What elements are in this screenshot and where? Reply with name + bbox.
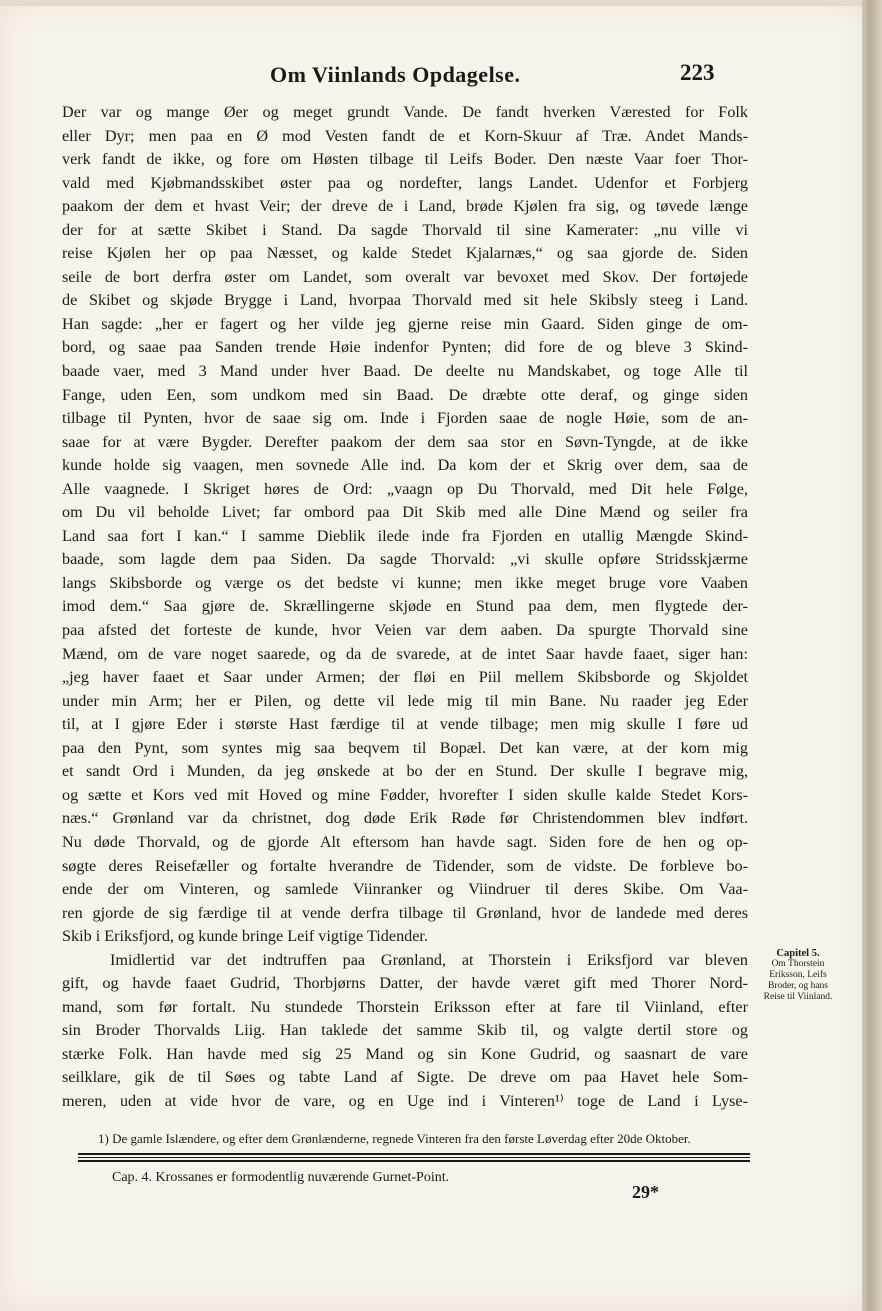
text-line: paakom der dem et hvast Veir; der dreve de i Land, brøde Kjølen fra sig, og tøvede længe <box>62 197 748 216</box>
text-line: søgte deres Reisefæller og fortalte hverandre de Tidender, som de vidste. De forbleve bo- <box>62 856 748 875</box>
text-line: Land saa fort I kan.“ I samme Dieblik ilede inde fra Fjorden en utallig Mængde Skind- <box>62 526 748 545</box>
page-number: 223 <box>680 60 715 85</box>
text-line: de Skibet og skjøde Brygge i Land, hvorpaa Thorvald med sit hele Skibsly steeg i Land. <box>62 291 748 310</box>
margin-note <box>758 948 838 1003</box>
text-line: stærke Folk. Han havde med sig 25 Mand og sin Kone Gudrid, og saasnart de vare <box>62 1044 748 1063</box>
text-line: der for at sætte Skibet i Stand. Da sagde Thorvald til sine Kamerater: „nu ville vi <box>62 220 748 239</box>
divider-rule <box>78 1153 750 1155</box>
divider-rule <box>78 1157 750 1158</box>
text-line: seilklare, gik de til Søes og tabte Land af Sigte. De dreve om paa Havet hele Som- <box>62 1068 748 1087</box>
page-right-edge <box>862 0 882 1311</box>
text-line: gift, og havde faaet Gudrid, Thorbjørns Datter, der havde været gift med Thorer Nord- <box>62 974 748 993</box>
text-line: Imidlertid var det indtruffen paa Grønland, at Thorstein i Eriksfjord var bleven <box>110 950 748 969</box>
text-line: Han sagde: „her er fagert og her vilde jeg gjerne reise min Gaard. Siden ginge de om- <box>62 314 748 333</box>
page-top-edge <box>0 0 866 6</box>
text-line: Alle vaagnede. I Skriget høres de Ord: „vaagn op Du Thorvald, med Dit hele Følge, <box>62 479 748 498</box>
margin-note-heading: Capitel 5. <box>776 948 820 959</box>
text-line: Mænd, om de vare noget saarede, og da de svarede, at de intet Saar havde faaet, siger han: <box>62 644 748 663</box>
signature-mark: 29* <box>632 1182 659 1202</box>
text-line: et sandt Ord i Munden, da jeg ønskede at bo der en Stund. Der skulle I begrave mig, <box>62 762 748 781</box>
text-line: eller Dyr; men paa en Ø mod Vesten fandt de et Korn-Skuur af Træ. Andet Mands- <box>62 126 748 145</box>
text-line: Nu døde Thorvald, og de gjorde Alt eftersom han havde sagt. Siden fore de hen og op- <box>62 832 748 851</box>
text-line: om Du vil beholde Livet; far ombord paa Dit Skib med alle Dine Mænd og seiler fra <box>62 503 748 522</box>
body-text <box>62 101 748 1114</box>
text-line: til, at I gjøre Eder i største Hast færdige til at vende tilbage; men mig skulle I føre ud <box>62 715 748 734</box>
text-line: reise Kjølen her op paa Næsset, og kalde Stedet Kjalarnæs,“ og saa gjorde de. Siden <box>62 244 748 263</box>
text-line: kunde holde sig vaagen, men sovnede Alle ind. Da kom der et Skrig over dem, saa de <box>62 456 748 475</box>
text-line: „jeg haver faaet et Saar under Armen; der fløi en Piil mellem Skibsborde og Skjoldet <box>62 668 748 687</box>
text-line: baade, som lagde dem paa Siden. Da sagde Thorvald: „vi skulle opføre Stridsskjærme <box>62 550 748 569</box>
text-line: baade vaer, med 3 Mand under hver Baad. De deelte nu Mandskabet, og toge Alle til <box>62 362 748 381</box>
text-line: Fange, uden Een, som undkom med sin Baad. De dræbte otte deraf, og ginge siden <box>62 385 748 404</box>
text-line: vald med Kjøbmandsskibet øster paa og nordefter, langs Landet. Udenfor et Forbjerg <box>62 173 748 192</box>
text-line: paa afsted det forteste de kunde, hvor Veien var dem aaben. Da spurgte Thorvald sine <box>62 621 748 640</box>
text-line: meren, uden at vide hvor de vare, og en Uge ind i Vinteren¹⁾ toge de Land i Lyse- <box>62 1091 748 1110</box>
text-line: ende der om Vinteren, og samlede Viinranker og Viindruer til deres Skibe. Om Vaa- <box>62 880 748 899</box>
text-line: Skib i Eriksfjord, og kunde bringe Leif vigtige Tidender. <box>62 927 428 946</box>
text-line: tilbage til Pynten, hvor de saae sig om. Inde i Fjorden saae de nogle Høie, som de an- <box>62 409 748 428</box>
text-line: saae for at være Bygder. Derefter paakom der dem saa stor en Søvn-Tyngde, at de ikke <box>62 432 748 451</box>
text-line: seile de bort derfra øster om Landet, som overalt var bevoxet med Skov. Der fortøjede <box>62 267 748 286</box>
margin-note-text: Om Thorstein Eriksson, Leifs Broder, og hans Reise til Viinland. <box>763 959 833 1002</box>
running-title: Om Viinlands Opdagelse. <box>270 62 521 87</box>
text-line: langs Skibsborde og værge os det bedste vi kunne; men ikke meget bruge vore Vaaben <box>62 573 748 592</box>
text-line: under min Arm; her er Pilen, og dette vil lede mig til min Bane. Nu raader jeg Eder <box>62 691 748 710</box>
text-line: ren gjorde de sig færdige til at vende derfra tilbage til Grønland, hvor de landede med deres <box>62 903 748 922</box>
footnote: 1) De gamle Islændere, og efter dem Grønlænderne, regnede Vinteren fra den første Løverdag efter 20de Oktober. <box>98 1131 691 1146</box>
chapter-note: Cap. 4. Krossanes er formodentlig nuværende Gurnet-Point. <box>112 1170 450 1185</box>
text-line: verk fandt de ikke, og fore om Høsten tilbage til Leifs Boder. Den næste Vaar foer Thor- <box>62 150 748 169</box>
divider-rule <box>78 1160 750 1162</box>
text-line: mand, som før fortalt. Nu stundede Thorstein Eriksson efter at fare til Viinland, efter <box>62 997 748 1016</box>
text-line: imod dem.“ Saa gjøre de. Skrællingerne skjøde en Stund paa dem, men flygtede der- <box>62 597 748 616</box>
text-line: Der var og mange Øer og meget grundt Vande. De fandt hverken Værested for Folk <box>62 103 748 121</box>
text-line: og sætte et Kors ved mit Hoved og mine Fødder, hvorefter I siden skulle kalde Stedet Kors- <box>62 785 748 804</box>
text-line: paa den Pynt, som syntes mig saa beqvem til Bopæl. Det kan være, at der kom mig <box>62 738 748 757</box>
text-line: bord, og saae paa Sanden trende Høie indenfor Pynten; did fore de og bleve 3 Skind- <box>62 338 748 357</box>
text-line: næs.“ Grønland var da christnet, dog døde Erik Røde før Christendommen blev indført. <box>62 809 748 828</box>
text-line: sin Broder Thorvalds Liig. Han taklede det samme Skib til, og valgte dertil store og <box>62 1021 748 1040</box>
